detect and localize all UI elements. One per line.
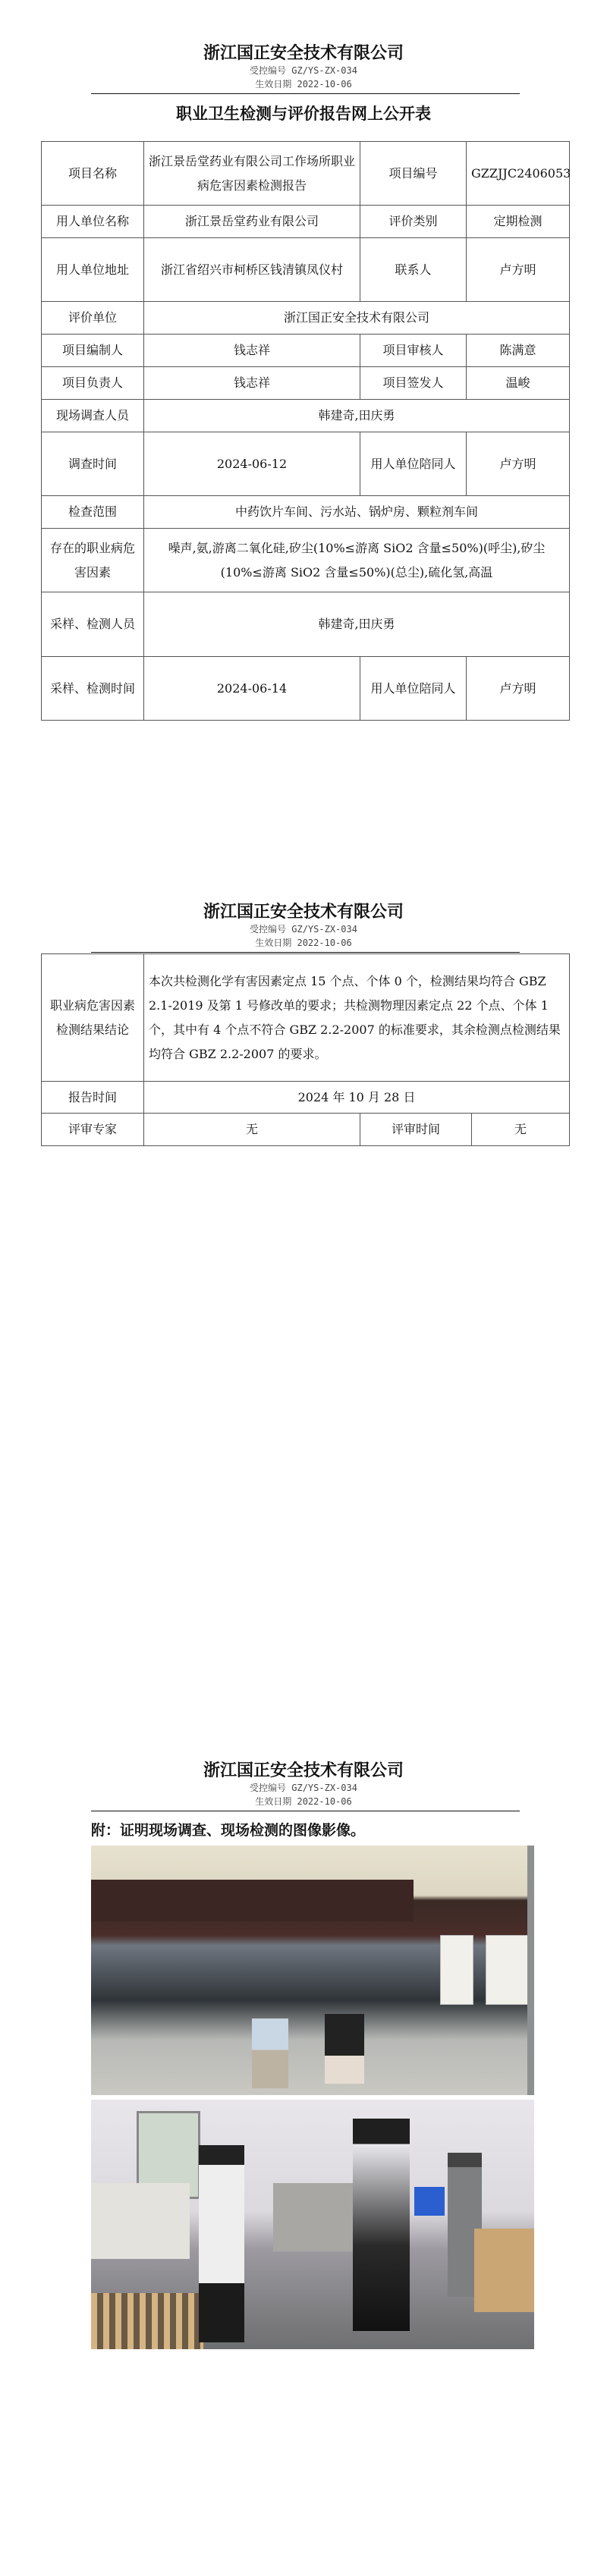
review-expert: 无	[144, 1114, 360, 1146]
cell-label: 项目负责人	[42, 367, 144, 400]
header-rule	[91, 93, 520, 94]
table-row	[42, 238, 570, 302]
blue-crate	[414, 2187, 445, 2216]
table-row	[42, 335, 570, 367]
table-row	[42, 529, 570, 592]
cell-label: 职业病危害因素检测结果结论	[42, 954, 144, 1082]
report-time: 2024 年 10 月 28 日	[144, 1082, 570, 1114]
table-row	[42, 954, 570, 1082]
company-name: 浙江国正安全技术有限公司	[203, 1761, 404, 1780]
wall-pillar	[527, 1846, 534, 2095]
page-title: 职业卫生检测与评价报告网上公开表	[176, 105, 431, 123]
evaluator-unit: 浙江国正安全技术有限公司	[144, 302, 570, 335]
cell-label: 存在的职业病危害因素	[42, 529, 144, 592]
person	[353, 2119, 410, 2331]
evaluation-type: 定期检测	[467, 206, 570, 238]
effective-date: 生效日期 2022-10-06	[255, 938, 352, 948]
cell-label: 评审专家	[42, 1114, 144, 1146]
cell-label: 评价单位	[42, 302, 144, 335]
table-row	[42, 400, 570, 432]
cell-label: 评审时间	[360, 1114, 472, 1146]
person	[325, 2014, 364, 2084]
table-row	[42, 496, 570, 529]
cell-label: 报告时间	[42, 1082, 144, 1114]
escort-person: 卢方明	[467, 432, 570, 496]
control-number: 受控编号 GZ/YS-ZX-034	[250, 924, 357, 935]
table-row	[42, 432, 570, 496]
table-row	[42, 302, 570, 335]
sampling-time: 2024-06-14	[144, 657, 360, 721]
cell-label: 项目编制人	[42, 335, 144, 367]
investigators: 韩建奇,田庆勇	[144, 400, 570, 432]
hazard-factors: 噪声,氨,游离二氧化硅,矽尘(10%≤游离 SiO2 含量≤50%)(呼尘),矽尘(10%≤游离 SiO2 含量≤50%)(总尘),硫化氢,高温	[144, 529, 570, 592]
cell-label: 项目编号	[360, 142, 467, 206]
conclusion-table	[41, 953, 570, 1146]
escort-person: 卢方明	[467, 657, 570, 721]
wooden-box	[474, 2229, 534, 2312]
samplers: 韩建奇,田庆勇	[144, 592, 570, 657]
cell-label: 检查范围	[42, 496, 144, 529]
table-row	[42, 367, 570, 400]
cell-label: 项目名称	[42, 142, 144, 206]
attachment-title: 附：证明现场调查、现场检测的图像影像。	[91, 1822, 366, 1839]
company-name: 浙江国正安全技术有限公司	[203, 903, 404, 922]
page2-header	[0, 903, 607, 950]
cell-label: 评价类别	[360, 206, 467, 238]
page1-header	[0, 44, 607, 91]
header-rule	[91, 952, 520, 953]
effective-date: 生效日期 2022-10-06	[255, 1796, 352, 1807]
company-plaque	[486, 1935, 530, 2005]
company-plaque	[440, 1935, 473, 2005]
project-number: GZZJJC2406053	[467, 142, 570, 206]
effective-date: 生效日期 2022-10-06	[255, 79, 352, 90]
issuer: 温峻	[467, 367, 570, 400]
cell-label: 现场调查人员	[42, 400, 144, 432]
employer-address: 浙江省绍兴市柯桥区钱清镇凤仪村	[144, 238, 360, 302]
table-row	[42, 1114, 570, 1146]
led-sign	[91, 1880, 414, 1921]
cell-label: 项目审核人	[360, 335, 467, 367]
table-row	[42, 1082, 570, 1114]
review-time: 无	[472, 1114, 570, 1146]
pallet	[91, 2293, 203, 2349]
cell-label: 用人单位陪同人	[360, 432, 467, 496]
project-name: 浙江景岳堂药业有限公司工作场所职业病危害因素检测报告	[144, 142, 360, 206]
reviewer: 陈满意	[467, 335, 570, 367]
project-leader: 钱志祥	[144, 367, 360, 400]
person	[252, 2018, 288, 2088]
table-row	[42, 657, 570, 721]
cell-label: 采样、检测时间	[42, 657, 144, 721]
contact-person: 卢方明	[467, 238, 570, 302]
control-number: 受控编号 GZ/YS-ZX-034	[250, 1783, 357, 1793]
table-row	[42, 206, 570, 238]
conclusion-text: 本次共检测化学有害因素定点 15 个点、个体 0 个，检测结果均符合 GBZ 2.1-2019 及第 1 号修改单的要求；共检测物理因素定点 22 个点、个体 1 个，其中有 4 个点不符合 GBZ 2.2-2007 的标准要求，其余检测点检测结果均符合 GBZ 2.2-2007 的要求。	[144, 954, 570, 1082]
disclosure-table	[41, 141, 570, 721]
survey-time: 2024-06-12	[144, 432, 360, 496]
cell-label: 用人单位陪同人	[360, 657, 467, 721]
table-row	[42, 592, 570, 657]
site-testing-photo	[91, 2100, 534, 2349]
control-number: 受控编号 GZ/YS-ZX-034	[250, 65, 357, 76]
cell-label: 调查时间	[42, 432, 144, 496]
person	[199, 2145, 244, 2342]
site-survey-photo	[91, 1846, 534, 2095]
page3-header	[0, 1761, 607, 1808]
cell-label: 用人单位名称	[42, 206, 144, 238]
cell-label: 联系人	[360, 238, 467, 302]
cell-label: 项目签发人	[360, 367, 467, 400]
inspection-scope: 中药饮片车间、污水站、锅炉房、颗粒剂车间	[144, 496, 570, 529]
employer-name: 浙江景岳堂药业有限公司	[144, 206, 360, 238]
sacks	[91, 2183, 190, 2259]
cell-label: 用人单位地址	[42, 238, 144, 302]
cell-label: 采样、检测人员	[42, 592, 144, 657]
company-name: 浙江国正安全技术有限公司	[203, 44, 404, 63]
table-row	[42, 142, 570, 206]
compiler: 钱志祥	[144, 335, 360, 367]
